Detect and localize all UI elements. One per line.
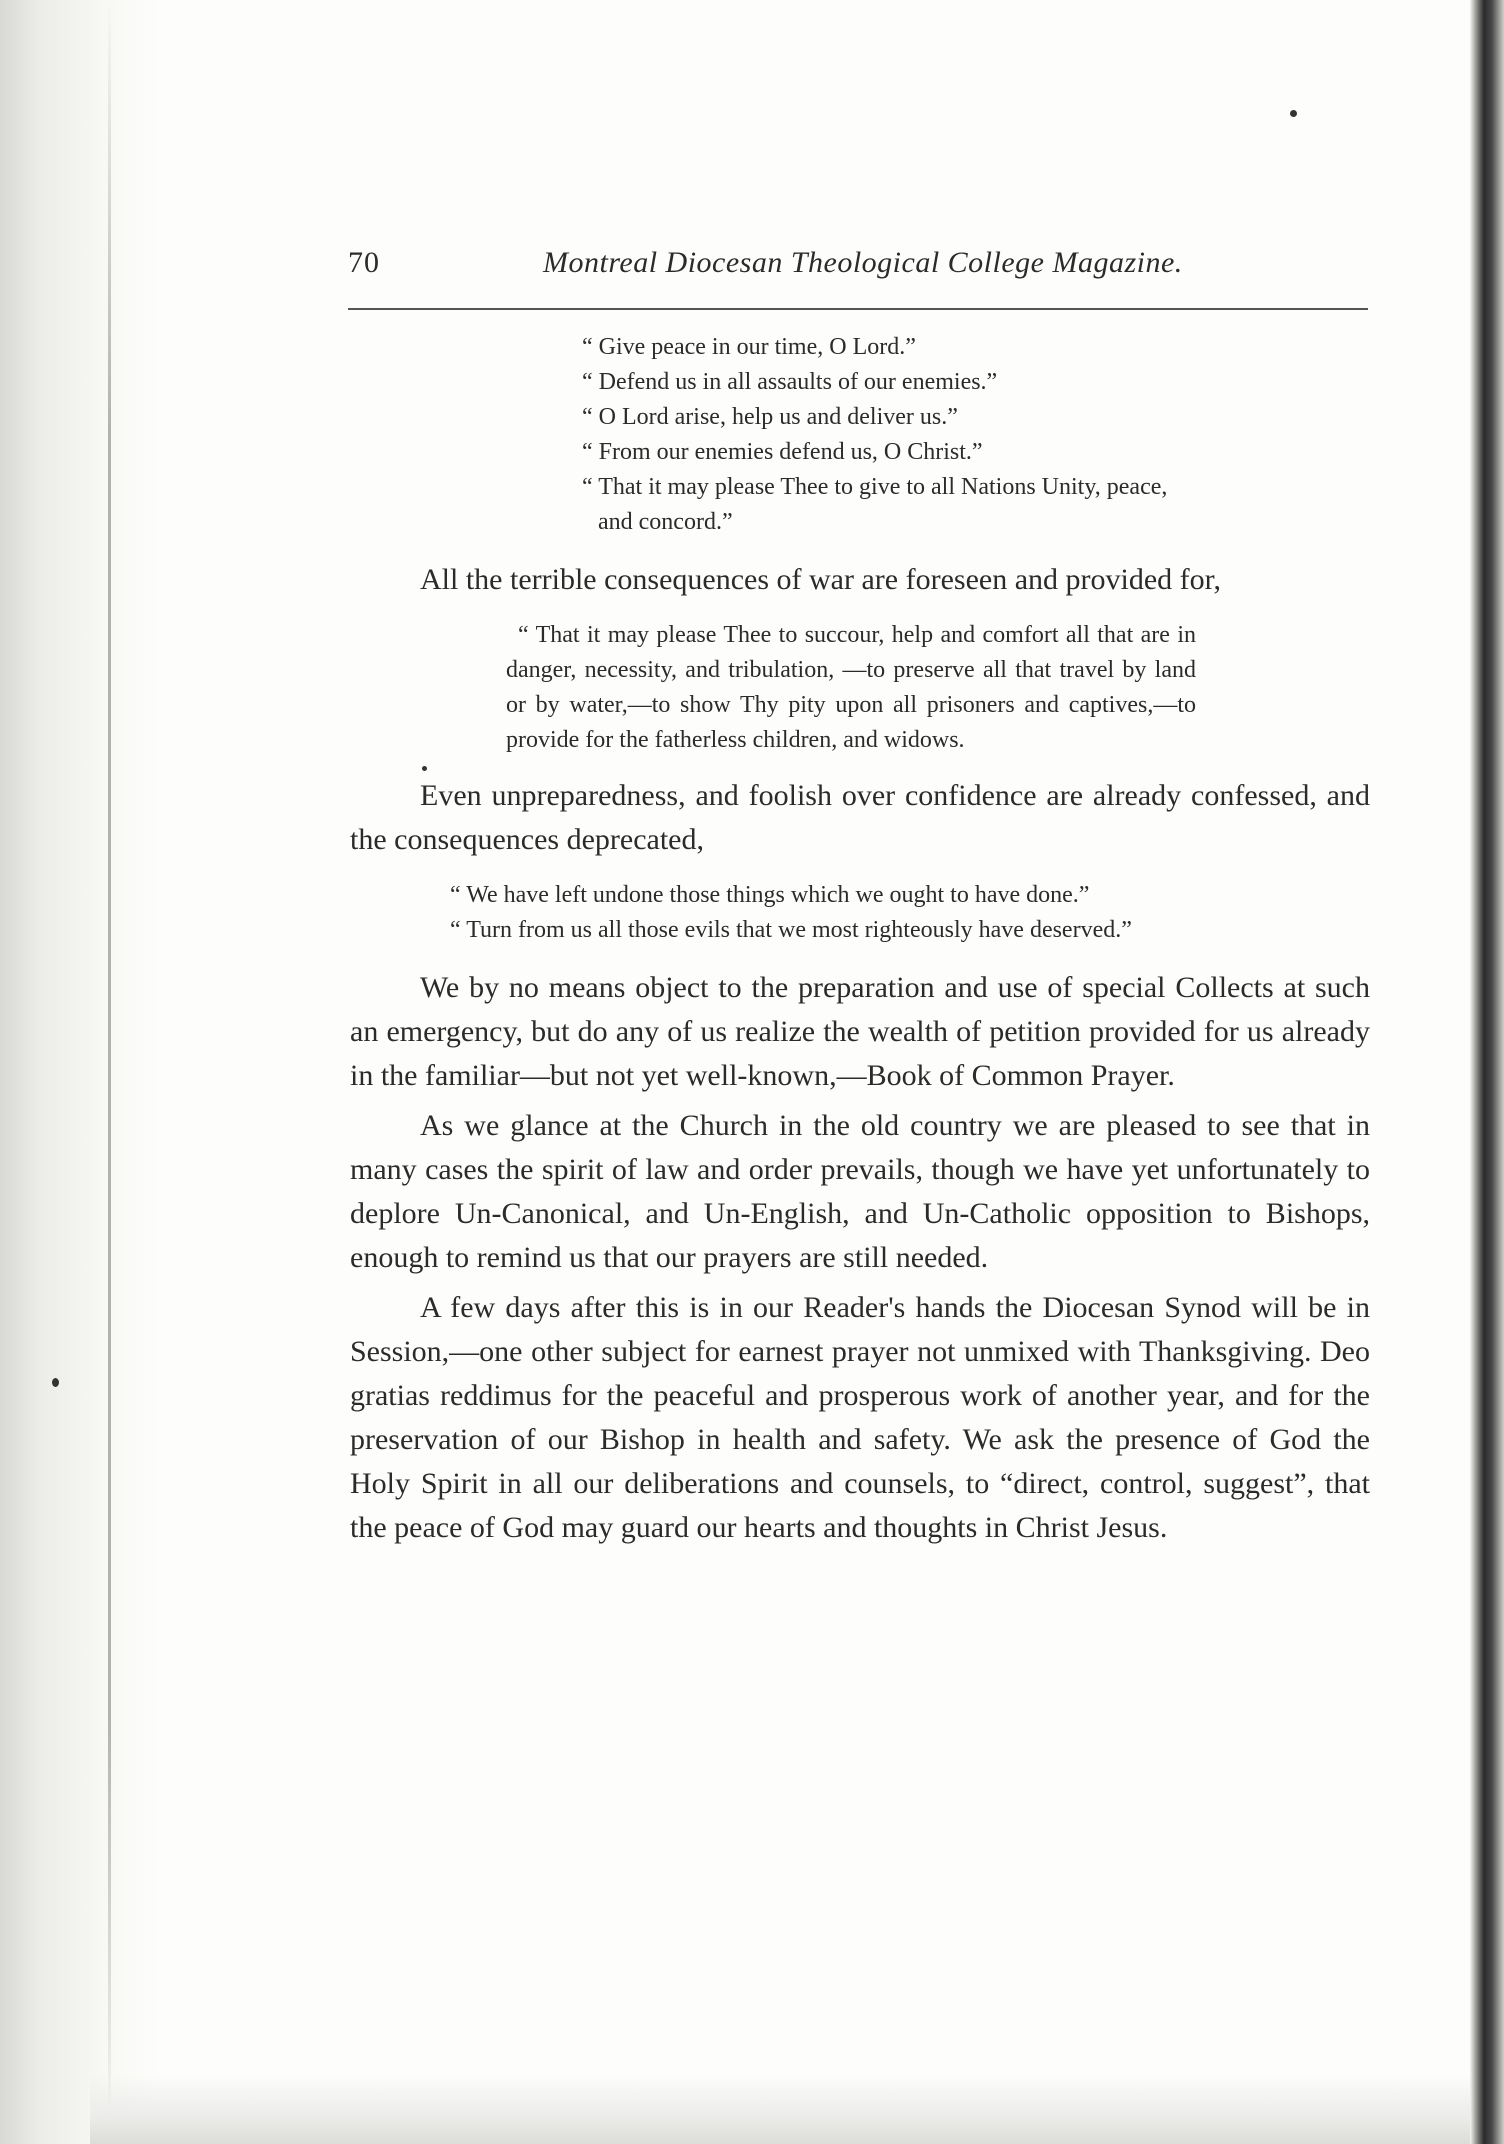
page-number: 70 — [348, 246, 380, 279]
succour-quote: “ That it may please Thee to succour, help and comfort all that are in danger, necessity, and tribulation, —to preserve all that travel by land or by water,—to show Thy pity upon all prisoners and captives,—to provide for the fatherless children, and widows. — [506, 622, 1196, 753]
scan-speck — [1290, 110, 1297, 117]
scan-bottom-edge — [90, 2074, 1470, 2144]
quote-line: “ Defend us in all assaults of our enemies.” — [582, 369, 998, 395]
running-title: Montreal Diocesan Theological College Magazine. — [543, 246, 1183, 279]
quote-line: “ We have left undone those things which we ought to have done.” — [450, 882, 1090, 908]
paragraph: We by no means object to the preparation and use of special Collects at such an emergency, but do any of us realize the wealth of petition provided for us already in the familiar—but not yet well-known,—Book of Common Prayer. — [350, 971, 1370, 1092]
scan-right-edge — [1470, 0, 1504, 2144]
header-rule — [348, 308, 1368, 310]
page-header — [348, 246, 1368, 286]
quote-line: “ Turn from us all those evils that we most righteously have deserved.” — [450, 917, 1132, 943]
quote-line: “ That it may please Thee to give to all Nations Unity, peace, — [582, 474, 1168, 500]
paragraph: Even unpreparedness, and foolish over confidence are already confessed, and the consequences deprecated, — [350, 779, 1370, 856]
scan-binding-line — [108, 0, 111, 2144]
paragraph: A few days after this is in our Reader's hands the Diocesan Synod will be in Session,—one other subject for earnest prayer not unmixed with Thanksgiving. Deo gratias reddimus for the peaceful and prosperous work of another year, and for the preservation of our Bishop in health and safety. We ask the presence of God the Holy Spirit in all our deliberations and counsels, to “direct, control, suggest”, that the peace of God may guard our hearts and thoughts in Christ Jesus. — [350, 1291, 1370, 1544]
article-body — [350, 330, 1370, 1550]
scan-speck — [52, 1378, 59, 1387]
paragraph: All the terrible consequences of war are foreseen and provided for, — [420, 563, 1221, 596]
paragraph: As we glance at the Church in the old country we are pleased to see that in many cases the spirit of law and order prevails, though we have yet unfortunately to deplore Un-Canonical, and Un-English, and Un-Catholic opposition to Bishops, enough to remind us that our prayers are still needed. — [350, 1109, 1370, 1274]
quote-line: “ O Lord arise, help us and deliver us.” — [582, 404, 958, 430]
scan-left-edge — [0, 0, 160, 2144]
litany-quote — [582, 330, 1370, 540]
confession-quote — [450, 878, 1370, 948]
quote-line: and concord.” — [598, 509, 733, 535]
quote-line: “ Give peace in our time, O Lord.” — [582, 334, 916, 360]
quote-line: “ From our enemies defend us, O Christ.” — [582, 439, 983, 465]
